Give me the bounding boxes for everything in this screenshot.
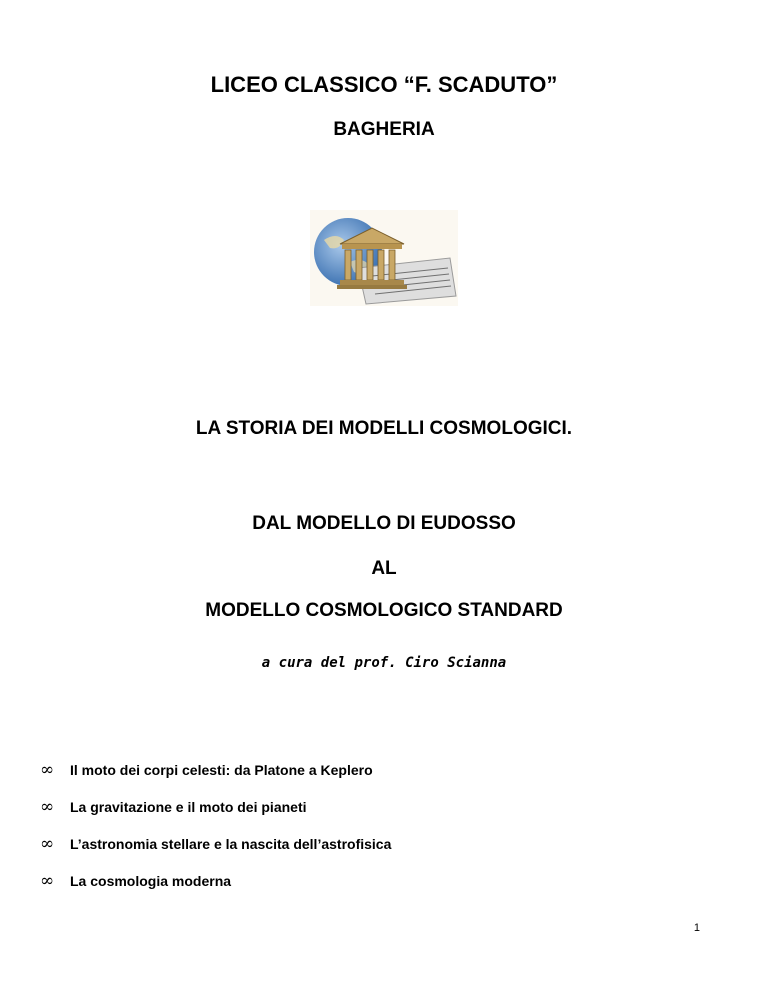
list-item [40,751,391,788]
document-title: LA STORIA DEI MODELLI COSMOLOGICI. [195,418,573,439]
subtitle-line-3: MODELLO COSMOLOGICO STANDARD [205,600,563,621]
topic-text: L’astronomia stellare e la nascita dell’astrofisica [70,835,392,852]
list-item [40,862,391,899]
infinity-bullet-icon: ∞ [40,759,55,780]
list-item [40,825,391,862]
list-item [40,788,391,825]
subtitle-line-2: AL [371,558,397,579]
school-name: LICEO CLASSICO “F. SCADUTO” [210,72,558,97]
temple-globe-logo [310,210,458,306]
topic-list [40,751,391,899]
subtitle-line-1: DAL MODELLO DI EUDOSSO [252,513,516,534]
page-number: 1 [693,922,700,934]
topic-text: Il moto dei corpi celesti: da Platone a Keplero [70,761,373,778]
topic-text: La cosmologia moderna [70,872,232,889]
author-credit: a cura del prof. Ciro Scianna [261,655,507,671]
infinity-bullet-icon: ∞ [40,796,55,817]
city-name: BAGHERIA [333,119,435,140]
infinity-bullet-icon: ∞ [40,870,55,891]
topic-text: La gravitazione e il moto dei pianeti [70,798,307,815]
infinity-bullet-icon: ∞ [40,833,55,854]
